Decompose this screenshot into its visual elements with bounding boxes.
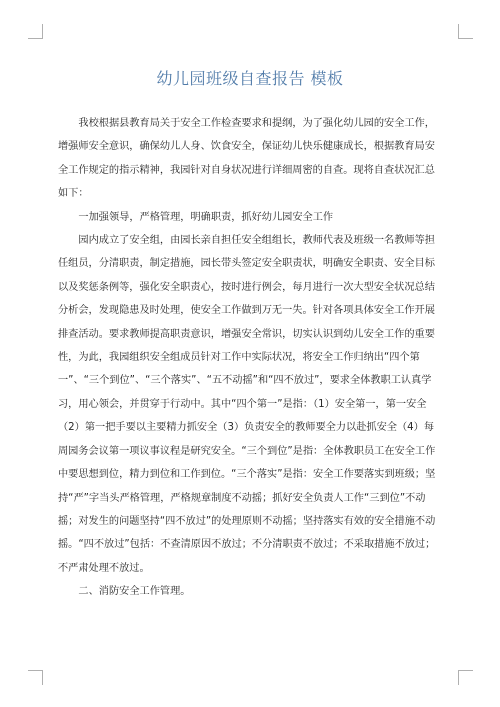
crop-mark-top-right [458, 24, 473, 39]
crop-mark-bottom-left [28, 670, 43, 685]
crop-mark-bottom-right [458, 670, 473, 685]
document-title: 幼儿园班级自查报告 模板 [156, 69, 344, 88]
paragraph-heading-2: 二、消防安全工作管理。 [78, 586, 191, 598]
document-body [58, 112, 444, 604]
crop-mark-top-left [28, 24, 43, 39]
paragraph-intro: 我校根据县教育局关于安全工作检查要求和提纲，为了强化幼儿园的安全工作，增强师安全意识，确保幼儿人身、饮食安全，保证幼儿快乐健康成长，根据教育局安全工作规定的指示精神，我园针对自身状况进行详细周密的自查。现将自查状况汇总如下： [58, 118, 435, 200]
paragraph-safety-group: 园内成立了安全组，由园长亲自担任安全组组长，教师代表及班级一名教师等担任组员，分清职责，制定措施，园长带头签定安全职责状，明确安全职责、安全目标以及奖惩条例等，强化安全职责心，按时进行例会，每月进行一次大型安全状况总结分析会，发现隐患及时处理，使安全工作做到万无一失。针对各项具体安全工作开展排查活动。要求教师提高职责意识，增强安全常识，切实认识到幼儿安全工作的重要性，为此，我园组织安全组成员针对工作中实际状况，将安全工作归纳出“四个第一”、“三个到位”、“三个落实”、“五不动摇”和“四不放过”，要求全体教职工认真学习，用心领会，并贯穿于行动中。其中“四个第一”是指：（1）安全第一，第一安全（2）第一把手要以主要精力抓安全（3）负责安全的教师要全力以赴抓安全（4）每周园务会议第一项议事议程是研究安全。“三个到位”是指：全体教职员工在安全工作中要思想到位，精力到位和工作到位。“三个落实”是指：安全工作要落实到班级；坚持“严”字当头严格管理，严格规章制度不动摇；抓好安全负责人工作“三到位”不动摇；对发生的问题坚持“四不放过”的处理原则不动摇；坚持落实有效的安全措施不动摇。“四不放过”包括：不查清原因不放过；不分清职责不放过；不采取措施不放过；不严肃处理不放过。 [58, 235, 436, 574]
paragraph-heading-1: 一加强领导，严格管理，明确职责，抓好幼儿园安全工作 [78, 211, 334, 223]
